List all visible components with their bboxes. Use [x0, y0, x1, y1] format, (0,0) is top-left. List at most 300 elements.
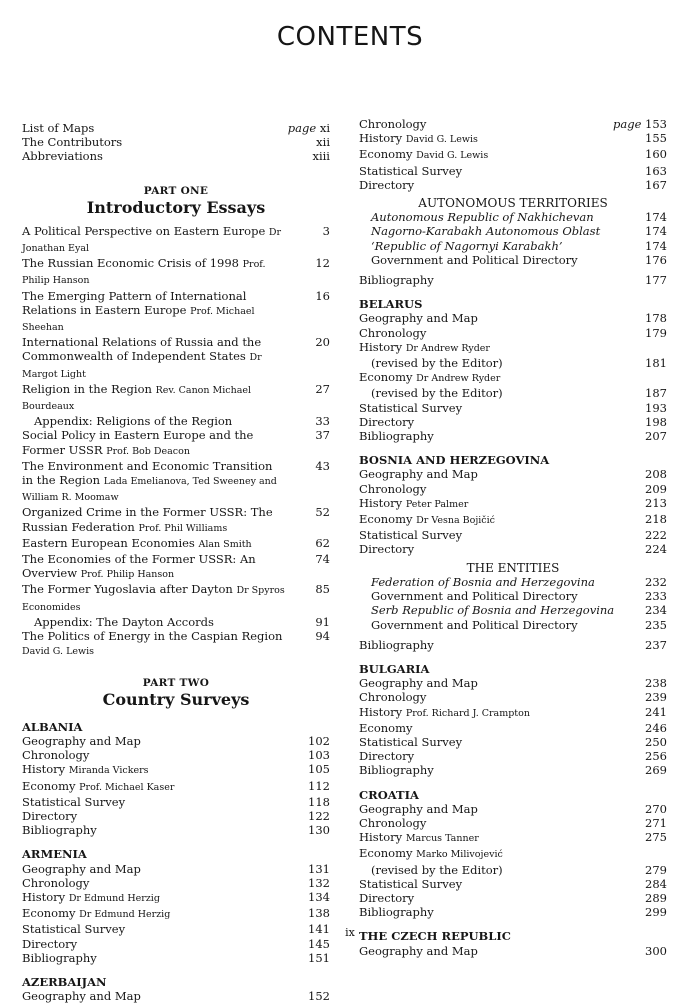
country-heading: ALBANIA	[22, 719, 83, 734]
entry-title: Nagorno-Karabakh Autonomous Oblast	[371, 224, 601, 239]
toc-entry[interactable]	[359, 117, 667, 131]
entry-title: The Contributors	[22, 135, 123, 150]
toc-entry[interactable]	[359, 618, 667, 632]
item-label: Economy	[359, 720, 413, 735]
toc-entry[interactable]	[22, 762, 330, 778]
toc-entry[interactable]	[359, 512, 667, 528]
toc-entry[interactable]	[359, 401, 667, 415]
item-note: (revised by the Editor)	[371, 386, 503, 401]
entry-page: 234	[645, 603, 667, 618]
item-label: History	[359, 830, 403, 845]
item-label: Bibliography	[359, 905, 434, 920]
item-label: Bibliography	[22, 950, 97, 965]
page-number: 122	[308, 808, 330, 823]
item-label: Geography and Map	[22, 861, 141, 876]
entry-title	[359, 690, 623, 704]
entry-title	[359, 705, 623, 721]
item-note: (revised by the Editor)	[371, 862, 503, 877]
page-number: 151	[308, 950, 330, 965]
toc-entry[interactable]	[359, 816, 667, 830]
page-number: 105	[308, 762, 330, 777]
section-albania	[22, 720, 330, 838]
item-label: Economy	[359, 846, 413, 861]
country-heading: BOSNIA AND HERZEGOVINA	[359, 453, 550, 468]
toc-entry[interactable]	[22, 823, 330, 837]
toc-entry[interactable]	[359, 721, 667, 735]
item-label: Directory	[359, 749, 415, 764]
entry-title	[22, 536, 286, 552]
item-label: Statistical Survey	[359, 400, 463, 415]
item-label: Economy	[22, 778, 76, 793]
entry-page: 235	[645, 617, 667, 632]
entry-title	[359, 802, 623, 816]
entry-title	[359, 340, 623, 370]
essay-author: Dr Margot Light	[22, 352, 262, 380]
entry-page	[623, 863, 667, 877]
part-one-label: PART ONE	[143, 184, 209, 197]
toc-entry[interactable]	[359, 589, 667, 603]
country-heading: BULGARIA	[359, 661, 430, 676]
toc-entry[interactable]	[22, 428, 330, 458]
entry-page: 62	[315, 535, 330, 550]
entry-page	[286, 890, 330, 904]
entry-page	[623, 542, 667, 556]
entry-page: 177	[645, 273, 667, 288]
entry-page	[286, 862, 330, 876]
toc-entry[interactable]	[359, 705, 667, 721]
entry-title	[359, 178, 623, 192]
entry-page	[286, 823, 330, 837]
entry-title	[359, 749, 623, 763]
toc-entry[interactable]	[22, 149, 330, 163]
entry-page	[623, 178, 667, 192]
entry-title	[22, 748, 286, 762]
essay-title: Appendix: Religions of the Region	[34, 414, 233, 429]
toc-entry[interactable]	[359, 676, 667, 690]
essay-title: The Politics of Energy in the Caspian Region	[22, 629, 283, 644]
toc-entry[interactable]	[359, 905, 667, 919]
toc-entry[interactable]	[22, 582, 330, 614]
toc-entry[interactable]	[359, 877, 667, 891]
subsection-heading: AUTONOMOUS TERRITORIES	[418, 196, 608, 211]
toc-entry[interactable]	[359, 415, 667, 429]
entry-page: 27	[315, 381, 330, 396]
entry-title	[22, 795, 286, 809]
essay-author: Rev. Canon Michael Bourdeaux	[22, 384, 252, 413]
item-label: Geography and Map	[359, 467, 478, 482]
item-label: Directory	[359, 542, 415, 557]
page-number: 179	[645, 325, 667, 340]
page-number: 300	[645, 943, 667, 958]
toc-entry[interactable]	[359, 370, 667, 400]
entry-page	[623, 467, 667, 481]
entry-page	[286, 951, 330, 965]
entry-title	[359, 944, 623, 958]
page-number: 269	[645, 763, 667, 778]
toc-entry[interactable]	[22, 459, 330, 506]
page-number: 275	[645, 830, 667, 845]
page-number: 241	[645, 704, 667, 719]
toc-entry[interactable]	[359, 224, 667, 238]
entry-page: 52	[315, 505, 330, 520]
entry-title	[359, 429, 623, 443]
toc-entry[interactable]	[359, 239, 667, 253]
toc-entry[interactable]	[359, 311, 667, 325]
entry-page	[623, 415, 667, 429]
entry-title	[359, 482, 623, 496]
entry-page	[623, 429, 667, 443]
toc-entry[interactable]	[359, 638, 667, 652]
item-label: History	[22, 762, 66, 777]
toc-entry[interactable]	[22, 876, 330, 890]
entry-title: List of Maps	[22, 121, 95, 135]
entry-title	[22, 809, 286, 823]
entry-title	[359, 721, 623, 735]
page-number: 153	[645, 117, 667, 131]
item-label: Economy	[359, 147, 413, 162]
entry-page: 237	[645, 637, 667, 652]
toc-entry[interactable]	[359, 482, 667, 496]
item-label: History	[359, 339, 403, 354]
toc-entry[interactable]	[359, 273, 667, 287]
toc-entry[interactable]	[359, 467, 667, 481]
entry-page	[623, 705, 667, 719]
entry-page	[286, 795, 330, 809]
section-croatia	[359, 788, 667, 920]
toc-entry[interactable]	[22, 795, 330, 809]
entry-title	[359, 816, 623, 830]
item-author: Marcus Tanner	[405, 833, 479, 845]
entry-title: Government and Political Directory	[371, 589, 578, 604]
entry-title	[359, 370, 623, 400]
toc-entry[interactable]	[359, 891, 667, 905]
entry-page	[623, 356, 667, 370]
toc-entry[interactable]	[22, 989, 330, 1003]
page-number: 198	[645, 414, 667, 429]
entry-page	[623, 905, 667, 919]
toc-entry[interactable]	[359, 603, 667, 617]
toc-entry[interactable]	[22, 809, 330, 823]
entry-page: 37	[315, 428, 330, 443]
entry-page: xiii	[312, 149, 330, 164]
toc-entry[interactable]	[359, 326, 667, 340]
page-folio: ix	[345, 926, 355, 939]
essay-title: Organized Crime in the Former USSR: The Russian Federation	[22, 505, 273, 534]
essay-author: Prof. Philip Hanson	[22, 259, 266, 287]
entry-page: 20	[315, 335, 330, 350]
entry-title	[359, 877, 623, 891]
page-number: 246	[645, 720, 667, 735]
entry-title	[359, 763, 623, 777]
toc-entry[interactable]	[359, 542, 667, 556]
item-label: Economy	[359, 512, 413, 527]
section-azerbaijan	[22, 975, 330, 1003]
toc-entry[interactable]	[22, 748, 330, 762]
entry-title	[22, 906, 286, 922]
item-label: Directory	[359, 414, 415, 429]
toc-entry[interactable]	[359, 528, 667, 542]
entry-title	[22, 951, 286, 965]
entry-title	[22, 382, 286, 414]
toc-entry[interactable]	[22, 382, 330, 414]
essay-title: International Relations of Russia and the Commonwealth of Independent States	[22, 335, 262, 364]
item-note: (revised by the Editor)	[371, 356, 503, 371]
page-word: page	[613, 117, 642, 131]
toc-entry[interactable]	[359, 147, 667, 163]
entry-title	[359, 676, 623, 690]
entry-title	[22, 779, 286, 795]
toc-entry[interactable]	[22, 552, 330, 582]
item-label: History	[359, 704, 403, 719]
toc-entry[interactable]	[359, 496, 667, 512]
entry-title: Government and Political Directory	[371, 617, 578, 632]
item-label: Chronology	[359, 481, 427, 496]
essay-author: Prof. Michael Sheehan	[22, 305, 255, 334]
entry-page: 3	[322, 223, 330, 238]
section-armenia	[22, 847, 330, 965]
toc-entry[interactable]	[22, 135, 330, 149]
toc-entry[interactable]	[22, 906, 330, 922]
toc-entry[interactable]	[359, 164, 667, 178]
toc-entry[interactable]	[359, 690, 667, 704]
page-number: 160	[645, 147, 667, 162]
page-number: 145	[308, 936, 330, 951]
toc-entry[interactable]	[22, 890, 330, 906]
entry-page	[623, 311, 667, 325]
item-label: Chronology	[359, 690, 427, 705]
toc-entry[interactable]	[22, 734, 330, 748]
page-number: 118	[308, 794, 330, 809]
entry-page	[597, 117, 667, 131]
entry-title	[22, 289, 286, 336]
toc-entry[interactable]	[359, 749, 667, 763]
entry-title: Abbreviations	[22, 149, 103, 164]
entry-title: Bibliography	[359, 637, 434, 652]
entry-page	[286, 989, 330, 1003]
item-label: Chronology	[359, 117, 427, 131]
item-label: History	[359, 495, 403, 510]
toc-entry[interactable]	[22, 224, 330, 256]
item-label: Statistical Survey	[359, 876, 463, 891]
toc-entry[interactable]	[22, 289, 330, 336]
item-label: Chronology	[22, 875, 90, 890]
page-number: 130	[308, 823, 330, 838]
item-author: Peter Palmer	[405, 498, 469, 510]
entry-page	[623, 721, 667, 735]
essay-title: The Economies of the Former USSR: An Overview	[22, 552, 256, 581]
toc-entry[interactable]	[359, 830, 667, 846]
right-column	[359, 117, 667, 958]
country-heading: THE CZECH REPUBLIC	[359, 929, 511, 944]
essay-title: A Political Perspective on Eastern Europe	[22, 223, 266, 238]
page-number: 187	[645, 386, 667, 401]
page-number: 209	[645, 481, 667, 496]
page-number: 141	[308, 922, 330, 937]
page-number: 112	[308, 778, 330, 793]
entry-title: Federation of Bosnia and Herzegovina	[371, 574, 595, 589]
toc-entry[interactable]	[22, 505, 330, 535]
toc-entry[interactable]	[22, 779, 330, 795]
entry-page: 33	[315, 414, 330, 429]
essay-title: Eastern European Economies	[22, 535, 195, 550]
entry-title	[22, 629, 286, 659]
entry-title	[22, 989, 286, 1003]
entry-page	[623, 528, 667, 542]
essay-author: Prof. Bob Deacon	[106, 445, 190, 457]
item-label: Directory	[359, 890, 415, 905]
page-number: 103	[308, 748, 330, 763]
toc-entry[interactable]	[359, 340, 667, 370]
item-label: History	[359, 131, 403, 146]
toc-entry[interactable]	[359, 846, 667, 876]
entry-title: Bibliography	[359, 273, 434, 288]
entry-title	[359, 117, 597, 131]
section-belarus	[359, 297, 667, 443]
entry-title	[359, 415, 623, 429]
entry-title	[22, 335, 286, 382]
item-label: Chronology	[359, 325, 427, 340]
item-label: Chronology	[359, 815, 427, 830]
country-heading: AZERBAIJAN	[22, 974, 107, 989]
item-label: Directory	[22, 936, 78, 951]
toc-entry[interactable]	[359, 253, 667, 267]
page-title: CONTENTS	[276, 22, 424, 52]
entry-page: 12	[315, 256, 330, 271]
page-number: 284	[645, 876, 667, 891]
page-number: 208	[645, 467, 667, 482]
toc-entry[interactable]	[359, 735, 667, 749]
toc-entry[interactable]	[359, 763, 667, 777]
entry-page	[623, 816, 667, 830]
item-label: Directory	[359, 177, 415, 192]
essay-title: The Environment and Economic Transition in the Region	[22, 458, 273, 488]
entry-page: 233	[645, 589, 667, 604]
entry-page	[623, 891, 667, 905]
page-number: 279	[645, 862, 667, 877]
entry-page	[623, 401, 667, 415]
entry-page: 85	[315, 582, 330, 597]
toc-entry[interactable]	[22, 335, 330, 382]
entry-title	[22, 428, 286, 458]
entry-page: 174	[645, 224, 667, 239]
entry-page	[286, 762, 330, 776]
entry-title: Government and Political Directory	[371, 252, 578, 267]
essay-title: The Emerging Pattern of International Relations in Eastern Europe	[22, 288, 247, 317]
toc-entry[interactable]	[359, 575, 667, 589]
item-label: Statistical Survey	[359, 163, 463, 178]
item-label: Statistical Survey	[359, 528, 463, 543]
entry-page: 176	[645, 252, 667, 267]
entry-title	[359, 528, 623, 542]
entry-page	[623, 676, 667, 690]
entry-page	[623, 690, 667, 704]
page-number: 222	[645, 528, 667, 543]
entry-page: 43	[315, 458, 330, 473]
page-number: 224	[645, 542, 667, 557]
entry-page: 232	[645, 574, 667, 589]
toc-entry[interactable]	[22, 256, 330, 288]
entry-page	[623, 830, 667, 844]
toc-entry[interactable]	[22, 951, 330, 965]
toc-entry[interactable]	[359, 802, 667, 816]
page-number: 132	[308, 875, 330, 890]
entry-page	[623, 482, 667, 496]
entry-title	[22, 505, 286, 535]
entry-page	[623, 496, 667, 510]
toc-entry[interactable]	[359, 944, 667, 958]
item-label: Geography and Map	[22, 989, 141, 1003]
essay-author: Alan Smith	[198, 538, 252, 550]
toc-entry[interactable]	[22, 629, 330, 659]
entry-page	[623, 802, 667, 816]
entry-title	[359, 326, 623, 340]
entry-page	[286, 809, 330, 823]
page-number: 207	[645, 429, 667, 444]
entry-page	[623, 763, 667, 777]
item-author: David G. Lewis	[416, 150, 489, 162]
item-author: Prof. Michael Kaser	[79, 781, 175, 793]
toc-entry[interactable]	[22, 414, 330, 428]
page-word: page	[287, 121, 317, 135]
essay-author: Lada Emelianova, Ted Sweeney and William R. Moomaw	[22, 476, 277, 504]
item-label: Economy	[22, 906, 76, 921]
toc-entry[interactable]	[359, 178, 667, 192]
entry-page	[623, 164, 667, 178]
entry-title	[359, 401, 623, 415]
essay-author: David G. Lewis	[22, 646, 95, 658]
entry-title	[359, 131, 623, 147]
essay-title: Appendix: The Dayton Accords	[34, 614, 214, 629]
entry-title	[22, 256, 286, 288]
country-heading: BELARUS	[359, 297, 423, 312]
toc-entry[interactable]	[22, 615, 330, 629]
entry-page	[623, 735, 667, 749]
page-number: 238	[645, 676, 667, 691]
toc-entry[interactable]	[22, 536, 330, 552]
toc-entry[interactable]	[22, 121, 330, 135]
entry-title	[22, 414, 286, 428]
page-number: 102	[308, 733, 330, 748]
entry-page	[286, 734, 330, 748]
toc-entry[interactable]	[359, 210, 667, 224]
section-bosnia	[359, 453, 667, 652]
page-number: 270	[645, 801, 667, 816]
item-label: Chronology	[22, 748, 90, 763]
page-number: 152	[308, 989, 330, 1003]
part-two-title: Country Surveys	[102, 689, 250, 709]
item-label: Bibliography	[22, 823, 97, 838]
essay-author: Prof. Phil Williams	[138, 522, 228, 534]
entry-page	[623, 147, 667, 161]
page-number: 256	[645, 749, 667, 764]
item-label: Geography and Map	[359, 801, 478, 816]
toc-entry[interactable]	[22, 862, 330, 876]
entry-title: Autonomous Republic of Nakhichevan	[371, 210, 594, 225]
toc-entry[interactable]	[359, 429, 667, 443]
entry-title	[359, 905, 623, 919]
entry-page	[286, 876, 330, 890]
item-author: Dr Edmund Herzig	[79, 909, 171, 921]
page-number: 178	[645, 311, 667, 326]
entry-title	[22, 890, 286, 906]
entry-title	[22, 876, 286, 890]
country-heading: ARMENIA	[22, 847, 87, 862]
toc-entry[interactable]	[359, 131, 667, 147]
entry-title	[359, 735, 623, 749]
page-number: 134	[308, 889, 330, 904]
entry-page: 94	[315, 629, 330, 644]
page-number: 131	[308, 861, 330, 876]
